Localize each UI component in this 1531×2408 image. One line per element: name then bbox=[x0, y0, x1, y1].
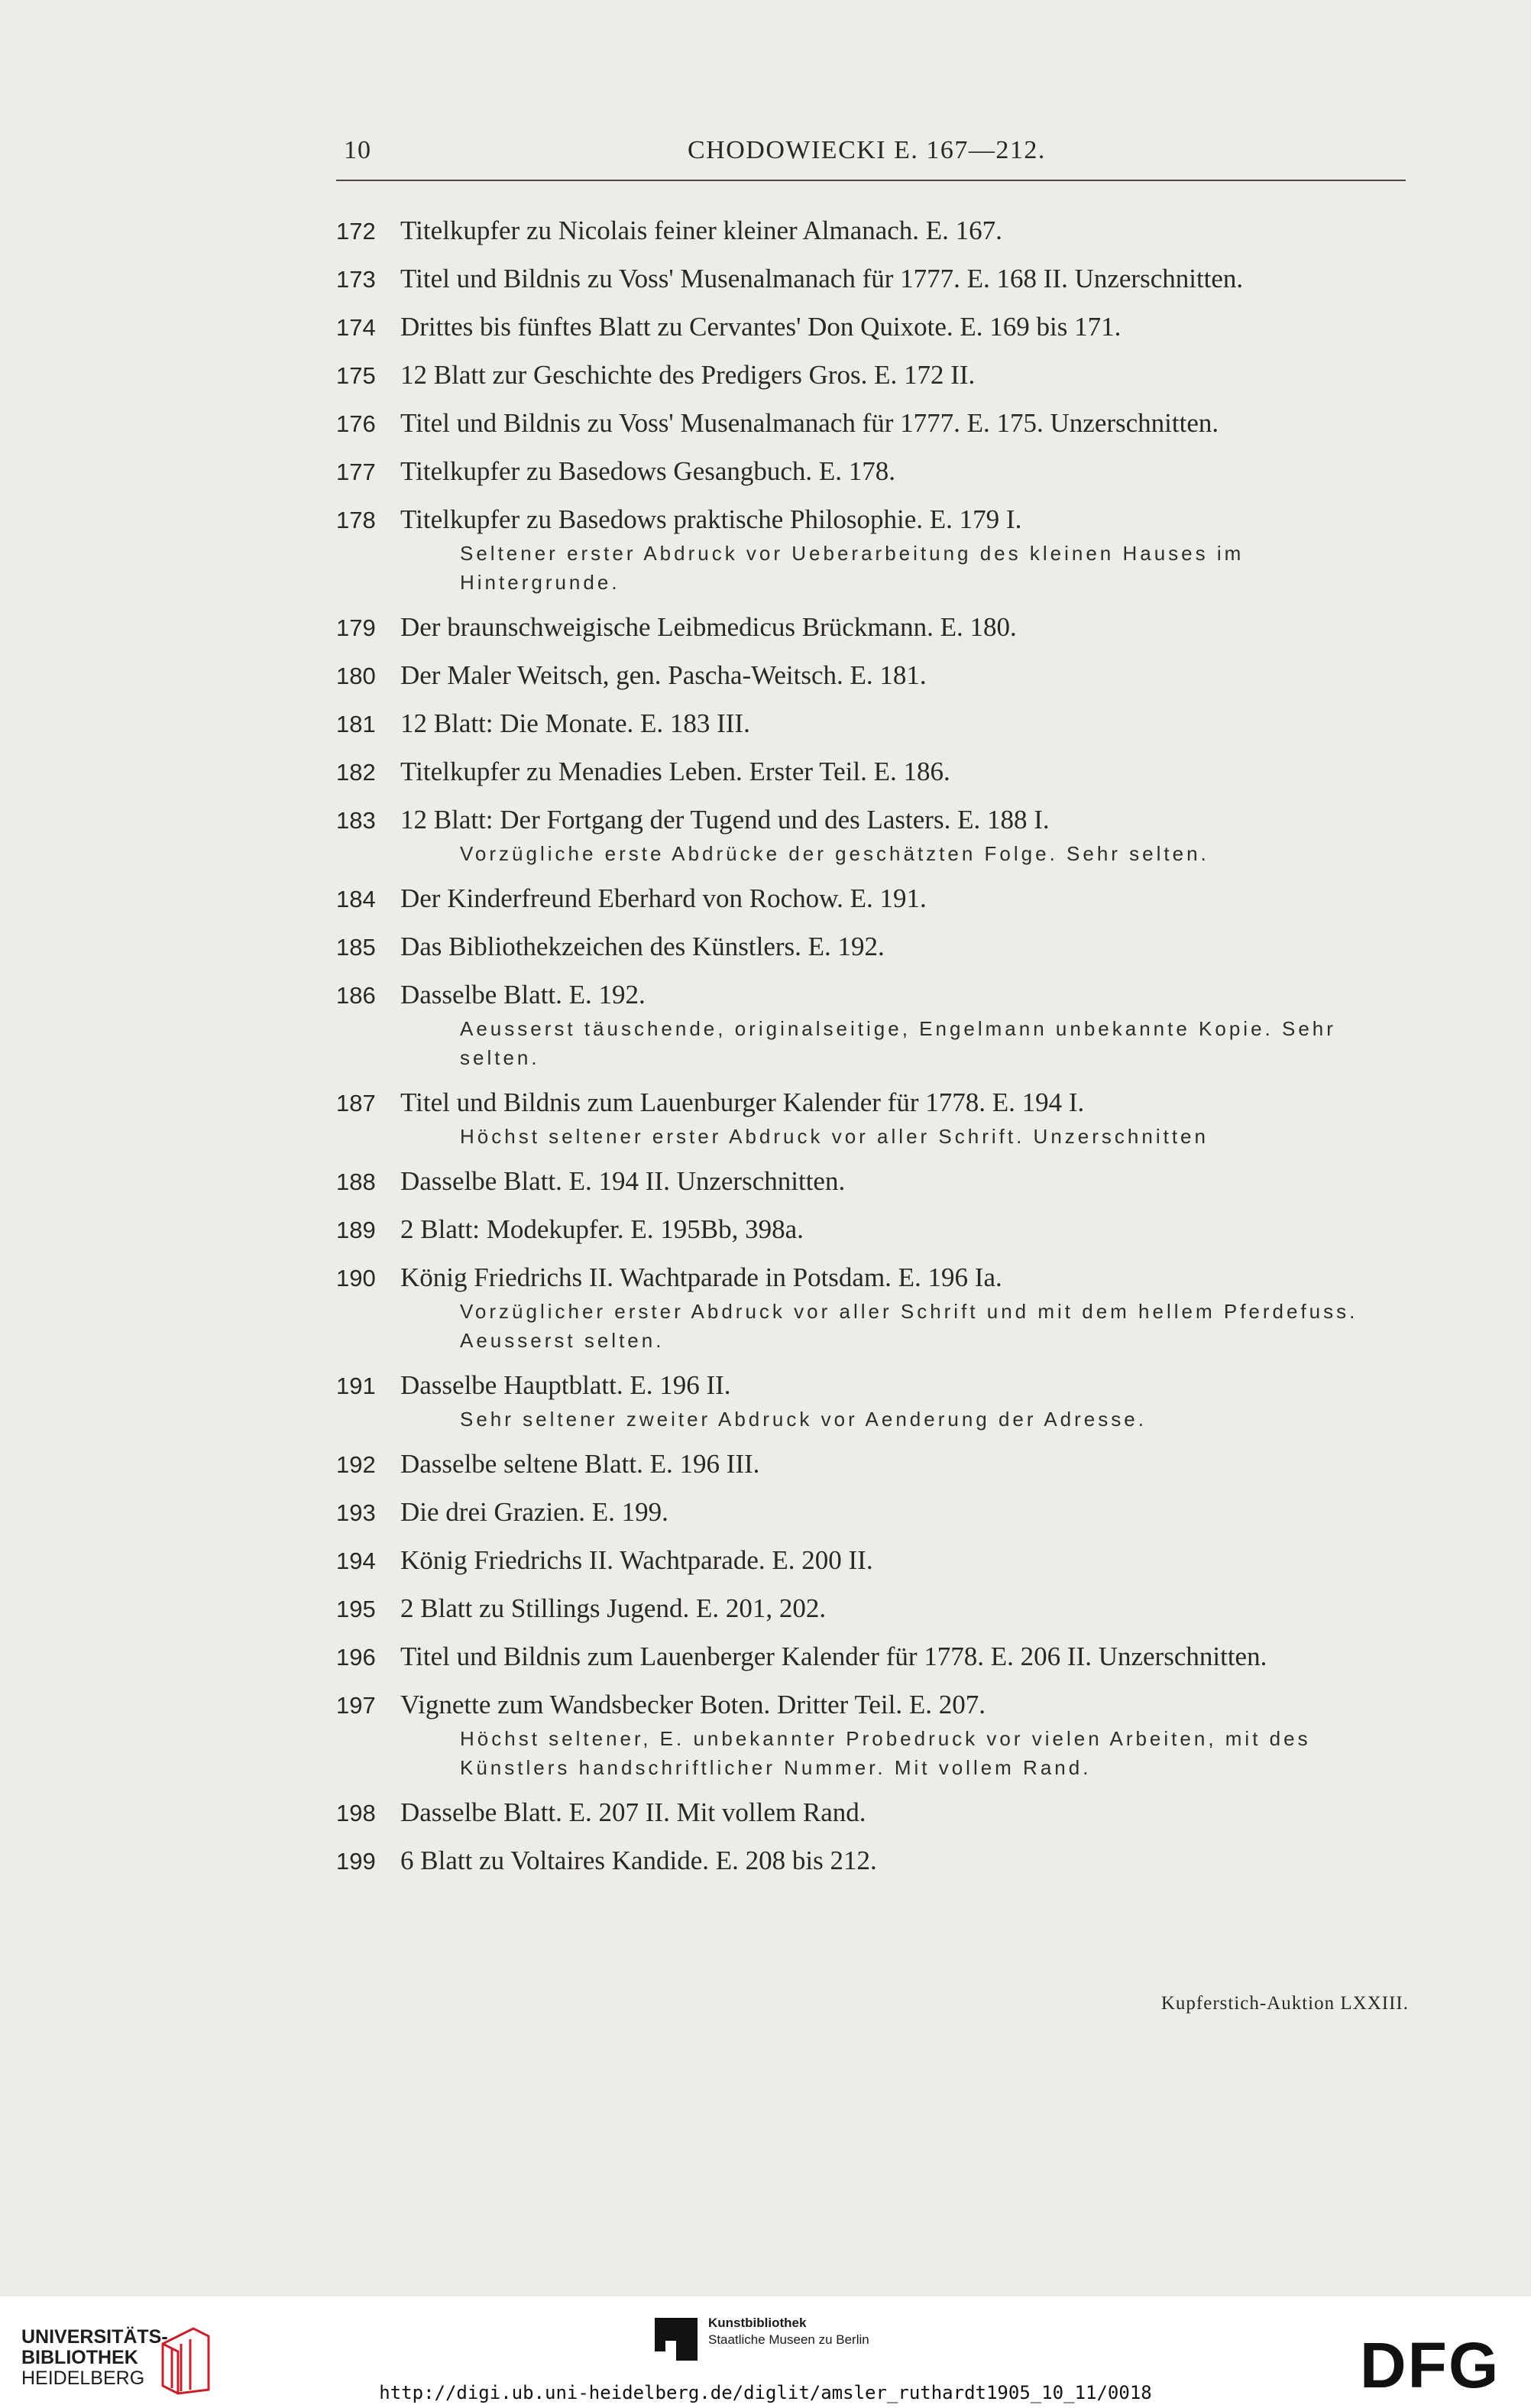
entry-text: Titel und Bildnis zum Lauenburger Kalender für 1778. E. 194 I. bbox=[400, 1087, 1085, 1117]
catalog-entry bbox=[336, 1544, 1406, 1578]
catalog-entry bbox=[336, 262, 1406, 297]
kb-line-1: Kunstbibliothek bbox=[708, 2316, 807, 2330]
entry-number: 195 bbox=[336, 1596, 376, 1622]
entry-text: 2 Blatt: Modekupfer. E. 195Bb, 398a. bbox=[400, 1214, 804, 1244]
entry-text: Vignette zum Wandsbecker Boten. Dritter Teil. E. 207. bbox=[400, 1690, 986, 1719]
catalog-entry bbox=[336, 1496, 1406, 1530]
entry-note: Vorzüglicher erster Abdruck vor aller Schrift und mit dem hellem Pferdefuss. Aeusserst selten. bbox=[460, 1300, 1358, 1352]
entry-number: 188 bbox=[336, 1168, 376, 1195]
entry-number: 180 bbox=[336, 663, 376, 689]
catalog-entry bbox=[336, 755, 1406, 789]
catalog-entry bbox=[336, 611, 1406, 645]
entry-number: 192 bbox=[336, 1451, 376, 1478]
entry-number: 173 bbox=[336, 266, 376, 293]
catalog-entry bbox=[336, 707, 1406, 741]
entry-text: Titelkupfer zu Menadies Leben. Erster Teil. E. 186. bbox=[400, 757, 950, 786]
entry-text: Drittes bis fünftes Blatt zu Cervantes' Don Quixote. E. 169 bis 171. bbox=[400, 312, 1122, 342]
auction-footer-note: Kupferstich-Auktion LXXIII. bbox=[1160, 1993, 1409, 2014]
entry-number: 196 bbox=[336, 1644, 376, 1671]
entry-number: 199 bbox=[336, 1848, 376, 1875]
uni-line-3: HEIDELBERG bbox=[21, 2367, 145, 2389]
entry-text: Der Kinderfreund Eberhard von Rochow. E. 191. bbox=[400, 883, 927, 913]
entry-number: 183 bbox=[336, 807, 376, 834]
entry-text: Der Maler Weitsch, gen. Pascha-Weitsch. E. 181. bbox=[400, 660, 927, 690]
catalog-entry bbox=[336, 1640, 1406, 1674]
entry-number: 181 bbox=[336, 711, 376, 737]
catalog-entry bbox=[336, 1086, 1406, 1151]
entry-number: 190 bbox=[336, 1265, 376, 1292]
entry-text: Titelkupfer zu Basedows Gesangbuch. E. 178. bbox=[400, 456, 896, 486]
catalog-entry bbox=[336, 659, 1406, 693]
entry-number: 189 bbox=[336, 1217, 376, 1243]
catalog-entry bbox=[336, 1369, 1406, 1434]
entry-text: Der braunschweigische Leibmedicus Brückmann. E. 180. bbox=[400, 612, 1017, 642]
entry-text: Dasselbe Hauptblatt. E. 196 II. bbox=[400, 1370, 731, 1400]
running-head bbox=[336, 130, 1406, 176]
entry-number: 184 bbox=[336, 886, 376, 912]
catalog-entry bbox=[336, 1447, 1406, 1482]
entry-number: 174 bbox=[336, 314, 376, 341]
catalog-entry bbox=[336, 930, 1406, 964]
catalog-entry bbox=[336, 310, 1406, 345]
entry-text: 6 Blatt zu Voltaires Kandide. E. 208 bis 212. bbox=[400, 1846, 877, 1875]
entry-number: 191 bbox=[336, 1373, 376, 1399]
catalog-entry bbox=[336, 1213, 1406, 1247]
entry-text: König Friedrichs II. Wachtparade. E. 200 II. bbox=[400, 1545, 873, 1575]
museum-mark-icon bbox=[653, 2316, 699, 2362]
entry-number: 187 bbox=[336, 1090, 376, 1116]
entry-text: Titel und Bildnis zu Voss' Musenalmanach für 1777. E. 168 II. Unzerschnitten. bbox=[400, 264, 1244, 293]
entry-number: 193 bbox=[336, 1499, 376, 1526]
entry-number: 172 bbox=[336, 218, 376, 245]
entry-number: 175 bbox=[336, 362, 376, 389]
kb-line-2: Staatliche Museen zu Berlin bbox=[708, 2332, 869, 2347]
catalog-entry bbox=[336, 1261, 1406, 1355]
uni-line-2: BIBLIOTHEK bbox=[21, 2347, 138, 2368]
entry-number: 186 bbox=[336, 982, 376, 1009]
page-number: 10 bbox=[344, 136, 371, 164]
entry-text: Titel und Bildnis zu Voss' Musenalmanach für 1777. E. 175. Unzerschnitten. bbox=[400, 408, 1219, 438]
entry-number: 177 bbox=[336, 459, 376, 485]
catalog-entry bbox=[336, 978, 1406, 1072]
catalog-entry bbox=[336, 503, 1406, 597]
entry-note: Aeusserst täuschende, originalseitige, Engelmann unbekannte Kopie. Sehr selten. bbox=[460, 1017, 1336, 1069]
entry-text: Dasselbe Blatt. E. 194 II. Unzerschnitten. bbox=[400, 1166, 846, 1196]
entry-number: 198 bbox=[336, 1800, 376, 1826]
header-rule bbox=[336, 180, 1406, 181]
entry-text: Titelkupfer zu Nicolais feiner kleiner Almanach. E. 167. bbox=[400, 216, 1002, 245]
catalog-entry bbox=[336, 1165, 1406, 1199]
catalog-entry bbox=[336, 1796, 1406, 1830]
catalog-entry bbox=[336, 1592, 1406, 1626]
entry-text: Titelkupfer zu Basedows praktische Philosophie. E. 179 I. bbox=[400, 504, 1022, 534]
entry-text: 12 Blatt zur Geschichte des Predigers Gros. E. 172 II. bbox=[400, 360, 976, 390]
entry-number: 182 bbox=[336, 759, 376, 786]
catalog-entry bbox=[336, 214, 1406, 248]
entry-text: Die drei Grazien. E. 199. bbox=[400, 1497, 668, 1527]
entry-number: 179 bbox=[336, 614, 376, 641]
entry-text: Titel und Bildnis zum Lauenberger Kalender für 1778. E. 206 II. Unzerschnitten. bbox=[400, 1642, 1267, 1671]
digitization-banner bbox=[0, 2296, 1531, 2408]
entry-number: 176 bbox=[336, 410, 376, 437]
catalog-entries bbox=[336, 214, 1406, 1892]
catalog-entry bbox=[336, 1844, 1406, 1878]
entry-text: 12 Blatt: Die Monate. E. 183 III. bbox=[400, 708, 750, 738]
catalog-entry bbox=[336, 882, 1406, 916]
catalog-entry bbox=[336, 358, 1406, 393]
entry-note: Höchst seltener, E. unbekannter Probedruck vor vielen Arbeiten, mit des Künstlers handschriftlicher Nummer. Mit vollem Rand. bbox=[460, 1727, 1311, 1779]
kunstbibliothek-logo[interactable] bbox=[653, 2313, 898, 2374]
entry-note: Sehr seltener zweiter Abdruck vor Aenderung der Adresse. bbox=[460, 1408, 1147, 1431]
catalog-entry bbox=[336, 1688, 1406, 1782]
entry-number: 197 bbox=[336, 1692, 376, 1719]
entry-text: Dasselbe Blatt. E. 192. bbox=[400, 980, 646, 1010]
entry-text: 12 Blatt: Der Fortgang der Tugend und des Lasters. E. 188 I. bbox=[400, 805, 1050, 835]
catalog-entry bbox=[336, 455, 1406, 489]
catalog-entry bbox=[336, 407, 1406, 441]
uni-line-1: UNIVERSITÄTS- bbox=[21, 2326, 168, 2348]
entry-number: 194 bbox=[336, 1548, 376, 1574]
entry-number: 185 bbox=[336, 934, 376, 961]
kunstbibliothek-wordmark bbox=[708, 2315, 869, 2348]
entry-text: König Friedrichs II. Wachtparade in Potsdam. E. 196 Ia. bbox=[400, 1262, 1002, 1292]
entry-number: 178 bbox=[336, 507, 376, 533]
entry-note: Höchst seltener erster Abdruck vor aller Schrift. Unzerschnitten bbox=[460, 1125, 1209, 1148]
entry-text: 2 Blatt zu Stillings Jugend. E. 201, 202. bbox=[400, 1593, 827, 1623]
dfg-logo[interactable]: DFG bbox=[1360, 2329, 1500, 2401]
entry-note: Seltener erster Abdruck vor Ueberarbeitung des kleinen Hauses im Hintergrunde. bbox=[460, 542, 1245, 594]
entry-text: Dasselbe Blatt. E. 207 II. Mit vollem Rand. bbox=[400, 1797, 866, 1827]
university-library-wordmark bbox=[21, 2327, 168, 2389]
catalog-entry bbox=[336, 803, 1406, 868]
permalink-url[interactable]: http://digi.ub.uni-heidelberg.de/diglit/amsler_ruthardt1905_10_11/0018 bbox=[379, 2382, 1152, 2403]
entry-text: Das Bibliothekzeichen des Künstlers. E. 192. bbox=[400, 932, 885, 961]
entry-text: Dasselbe seltene Blatt. E. 196 III. bbox=[400, 1449, 760, 1479]
running-title: CHODOWIECKI E. 167—212. bbox=[688, 136, 1046, 164]
entry-note: Vorzügliche erste Abdrücke der geschätzten Folge. Sehr selten. bbox=[460, 842, 1209, 865]
